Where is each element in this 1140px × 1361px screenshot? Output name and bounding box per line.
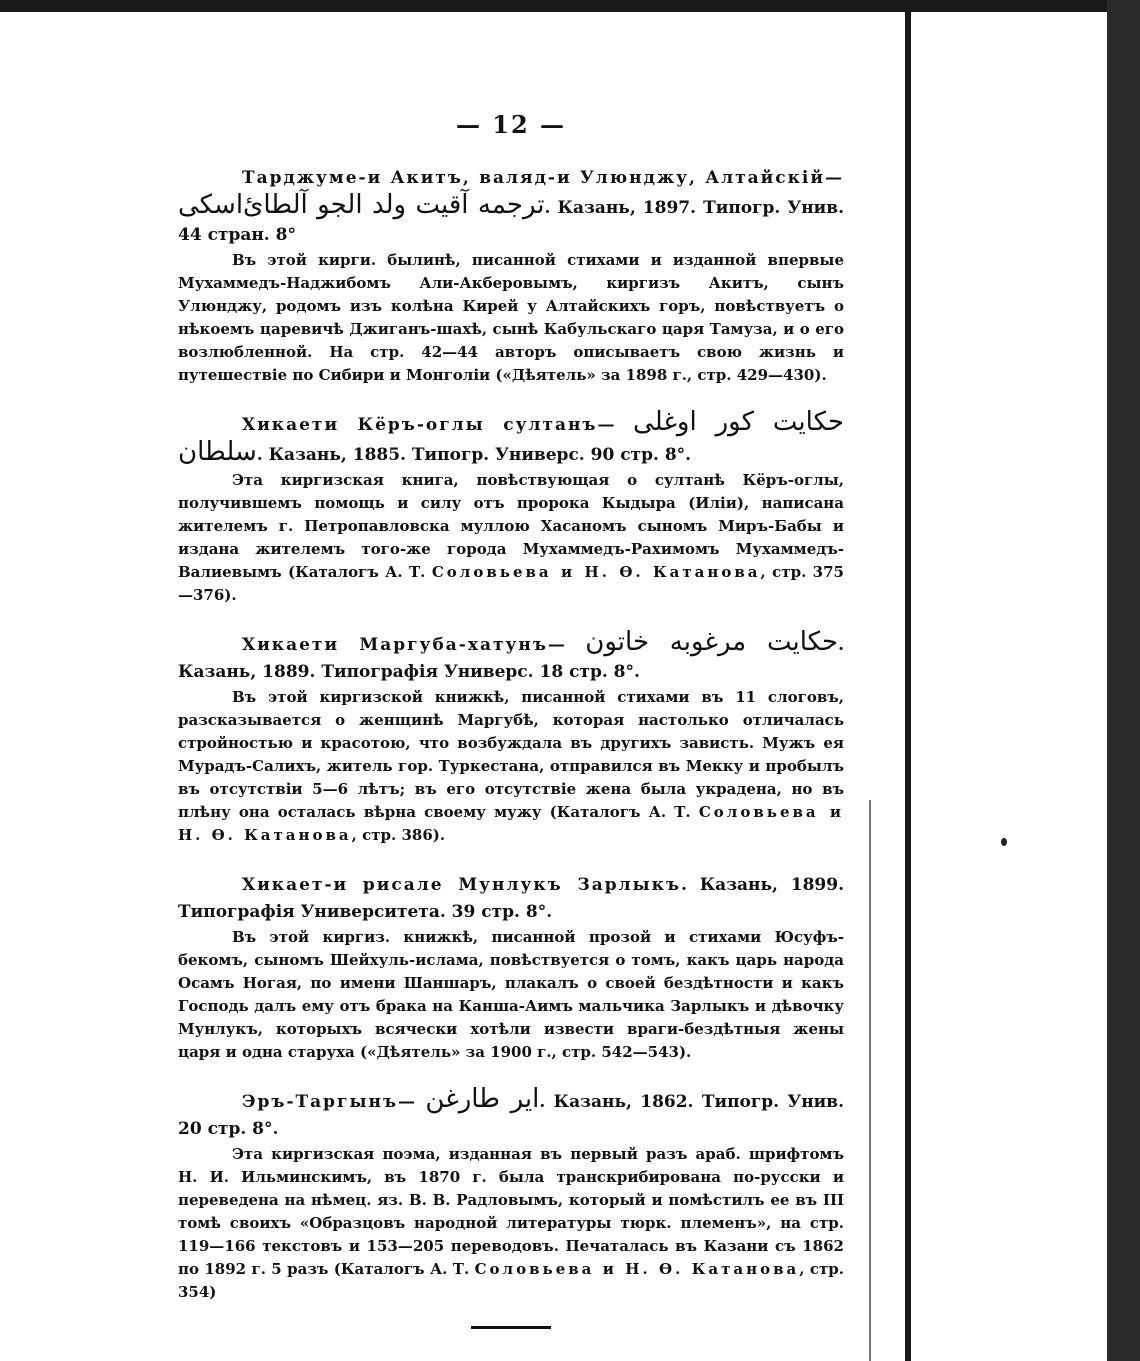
entry-description — [178, 249, 844, 387]
entry-title-text: Хикает-и рисале Мунлукъ Зарлыкъ — [242, 875, 681, 895]
entry-title — [178, 869, 844, 926]
bibliography-entry — [178, 1086, 844, 1304]
entry-imprint: . Казань, 1862. Типогр. Унив. 20 стр. 8°. — [178, 1092, 844, 1139]
bibliography-entry — [178, 165, 844, 387]
scan-page-edge-line — [905, 12, 911, 1361]
entry-title — [178, 165, 844, 249]
description-text: Эта киргизская книга, повѣствующая о султанѣ Кёръ-оглы, получившемъ помощь и силу отъ пророка Кыдыра (Илiи), написана жителемъ г. Петропавловска муллою Хасаномъ сыномъ Миръ-Бабы и издана жителемъ того-же города Мухаммедъ-Рахимомъ Мухаммедъ-Валиевымъ (Каталогъ А. Т. — [178, 471, 844, 581]
entry-title-text: Хикаети Кёръ-оглы султанъ— — [242, 415, 617, 435]
entry-imprint: . Казань, 1885. Типогр. Универс. 90 стр. 8°. — [256, 445, 692, 465]
description-spaced-text: Соловьева и Н. Ө. Катанова — [178, 803, 844, 844]
entry-imprint: . Казань, 1889. Типографiя Универс. 18 стр. 8°. — [178, 635, 844, 682]
entry-title-text: Тарджуме-и Акитъ, валяд-и Улюнджу, Алтайскiй— — [242, 168, 844, 188]
entry-description — [178, 469, 844, 607]
bibliography-entry — [178, 869, 844, 1064]
entry-imprint: . Казань, 1899. Типографiя Университета. 39 стр. 8°. — [178, 875, 844, 922]
entry-title-text: Хикаети Маргуба-хатунъ— — [242, 635, 567, 655]
entry-imprint: . Казань, 1897. Типогр. Унив. 44 стран. 8° — [178, 198, 844, 245]
end-rule — [471, 1326, 551, 1329]
entry-title — [178, 1086, 844, 1143]
description-tail: , стр. 354) — [178, 1260, 844, 1301]
description-tail: , стр. 386). — [351, 826, 446, 844]
scan-fold-line — [869, 800, 871, 1361]
entry-description — [178, 1143, 844, 1304]
bibliography-entry — [178, 409, 844, 607]
description-text: Въ этой киргизской книжкѣ, писанной стихами въ 11 слоговъ, разсказывается о женщинѣ Маргубѣ, которая настолько отличалась стройностью и красотою, что возбуждала въ другихъ зависть. Мужъ ея Мурадъ-Салихъ, житель гор. Туркестана, отправился въ Мекку и пробылъ въ отсутствiи 5—6 лѣтъ; въ его отсутствiе жена была украдена, но въ плѣну она осталась вѣрна своему мужу (Каталогъ А. Т. — [178, 688, 844, 821]
entry-description — [178, 926, 844, 1064]
arabic-title: حکایت مرغوبه خاتون — [585, 627, 839, 657]
description-text: Въ этой киргиз. книжкѣ, писанной прозой и стихами Юсуфъ-бекомъ, сыномъ Шейхуль-ислама, повѣствуется о томъ, какъ царь народа Осамъ Ногая, по имени Шаншаръ, плакалъ о своей бездѣтности и какъ Господь далъ ему отъ брака на Канша-Аимъ мальчика Зарлыкъ и дѣвочку Мунлукъ, которыхъ всячески хотѣли извести враги-бездѣтныя жены царя и одна старуха («Дѣятель» за 1900 г., стр. 542—543). — [178, 928, 844, 1061]
entry-title — [178, 629, 844, 686]
scan-top-border — [0, 0, 1107, 12]
document-page — [178, 110, 844, 1329]
entry-title-text: Эръ-Таргынъ— — [242, 1092, 417, 1112]
arabic-title: حکایت کور اوغلی سلطان — [178, 407, 845, 467]
description-spaced-text: Соловьева и Н. Ө. Катанова — [431, 563, 761, 581]
scan-right-margin-shadow — [1107, 0, 1140, 1361]
description-tail: , стр. 375—376). — [178, 563, 844, 604]
page-number: — 12 — — [455, 110, 567, 139]
scan-speck — [1001, 838, 1007, 846]
bibliography-entry — [178, 629, 844, 847]
entry-description — [178, 686, 844, 847]
description-text: Эта киргизская поэма, изданная въ первый разъ араб. шрифтомъ Н. И. Ильминскимъ, въ 1870 г. была транскрибирована по-русски и переведена на нѣмец. яз. В. В. Радловымъ, который и помѣстилъ ее въ III томѣ своихъ «Образцовъ народной литературы тюрк. племенъ», на стр. 119—166 текстовъ и 153—205 переводовъ. Печаталась въ Казани съ 1862 по 1892 г. 5 разъ (Каталогъ А. Т. — [178, 1145, 844, 1278]
description-spaced-text: Соловьева и Н. Ө. Катанова — [474, 1260, 800, 1278]
entry-title — [178, 409, 844, 469]
description-text: Въ этой кирги. былинѣ, писанной стихами и изданной впервые Мухаммедъ-Наджибомъ Али-Акберовымъ, киргизъ Акитъ, сынъ Улюнджу, родомъ изъ колѣна Кирей у Алтайскихъ горъ, повѣствуетъ о нѣкоемъ царевичѣ Джиганъ-шахѣ, сынѣ Кабульскаго царя Тамуза, и о его возлюбленной. На стр. 42—44 авторъ описываетъ свою жизнь и путешествiе по Сибири и Монголiи («Дѣятель» за 1898 г., стр. 429—430). — [178, 251, 844, 384]
arabic-title: ایر طارغن — [425, 1084, 540, 1114]
arabic-title: ترجمه آقیت ولد الجو آلطایٔ‌اسکی — [178, 190, 545, 220]
